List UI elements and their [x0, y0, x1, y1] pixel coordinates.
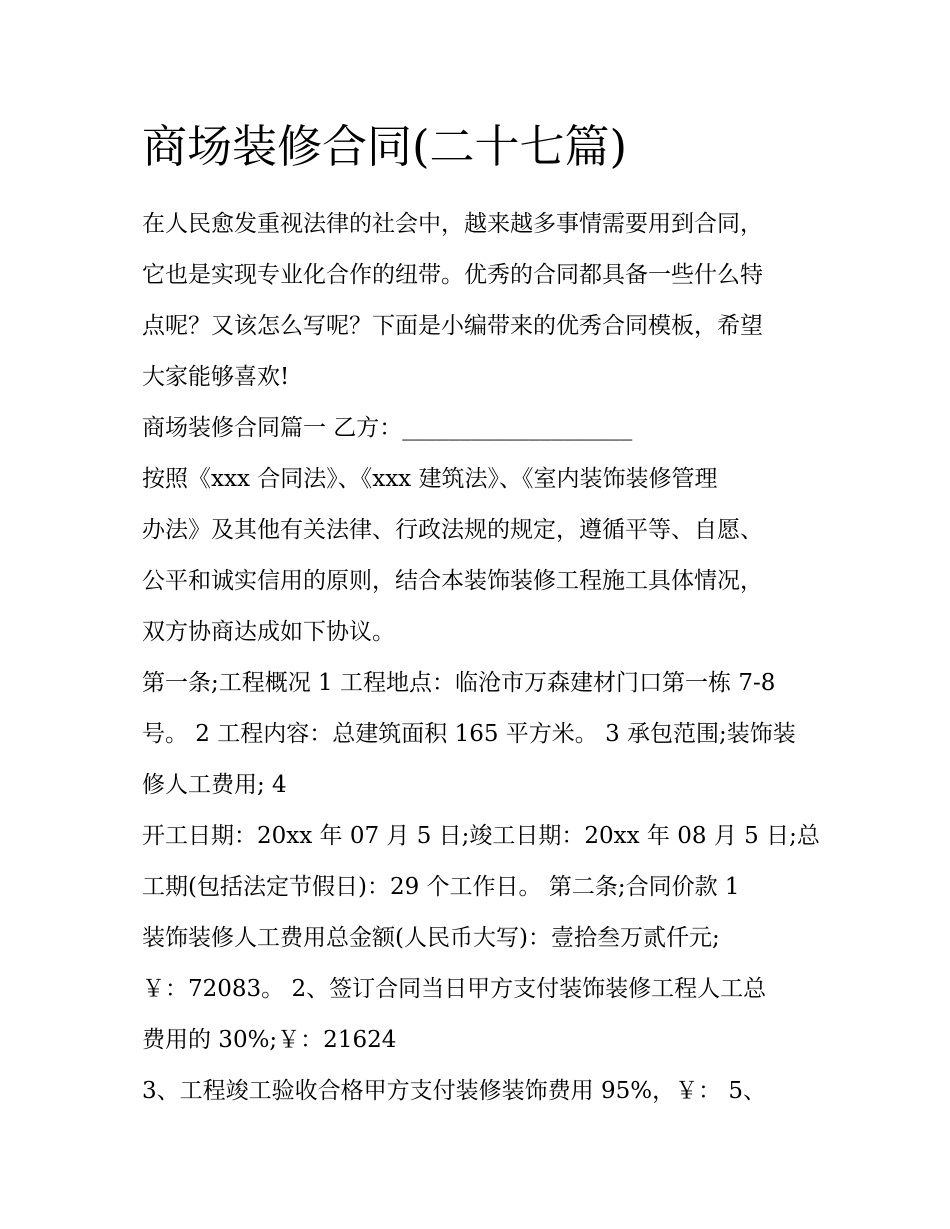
paragraph-line: 点呢？又该怎么写呢？下面是小编带来的优秀合同模板，希望 [142, 313, 763, 339]
paragraph-line: 装饰装修人工费用总金额(人民币大写)：壹拾叁万贰仟元; [142, 925, 720, 951]
paragraph-line: 它也是实现专业化合作的纽带。优秀的合同都具备一些什么特 [142, 262, 763, 288]
paragraph-line: 开工日期：20xx 年 07 月 5 日;竣工日期：20xx 年 08 月 5 日;总 [142, 823, 820, 849]
paragraph-line: 办法》及其他有关法律、行政法规的规定，遵循平等、自愿、 [142, 517, 763, 543]
document-body [142, 199, 822, 1117]
paragraph-line: 双方协商达成如下协议。 [142, 619, 395, 645]
paragraph-line: 公平和诚实信用的原则，结合本装饰装修工程施工具体情况， [142, 568, 763, 594]
paragraph-line: 第一条;工程概况 1 工程地点：临沧市万森建材门口第一栋 7-8 [142, 670, 776, 696]
paragraph-line: 工期(包括法定节假日)：29 个工作日。 第二条;合同价款 1 [142, 874, 740, 900]
paragraph-line: ￥：72083。 2、签订合同当日甲方支付装饰装修工程人工总 [142, 976, 767, 1002]
paragraph-line: 按照《xxx 合同法》、《xxx 建筑法》、《室内装饰装修管理 [142, 466, 718, 492]
paragraph-line: 号。 2 工程内容：总建筑面积 165 平方米。 3 承包范围;装饰装 [142, 721, 796, 747]
paragraph-line: 在人民愈发重视法律的社会中，越来越多事情需要用到合同， [142, 211, 763, 237]
paragraph-line: 修人工费用; 4 [142, 772, 287, 798]
section-heading-line: 商场装修合同篇一 乙方：____________________ [142, 415, 633, 441]
paragraph-line: 3、工程竣工验收合格甲方支付装修装饰费用 95%，￥： 5、 [142, 1078, 767, 1104]
paragraph-line: 大家能够喜欢! [142, 364, 290, 390]
paragraph-line: 费用的 30%;￥：21624 [142, 1027, 397, 1053]
document-title: 商场装修合同(二十七篇) [142, 120, 628, 173]
